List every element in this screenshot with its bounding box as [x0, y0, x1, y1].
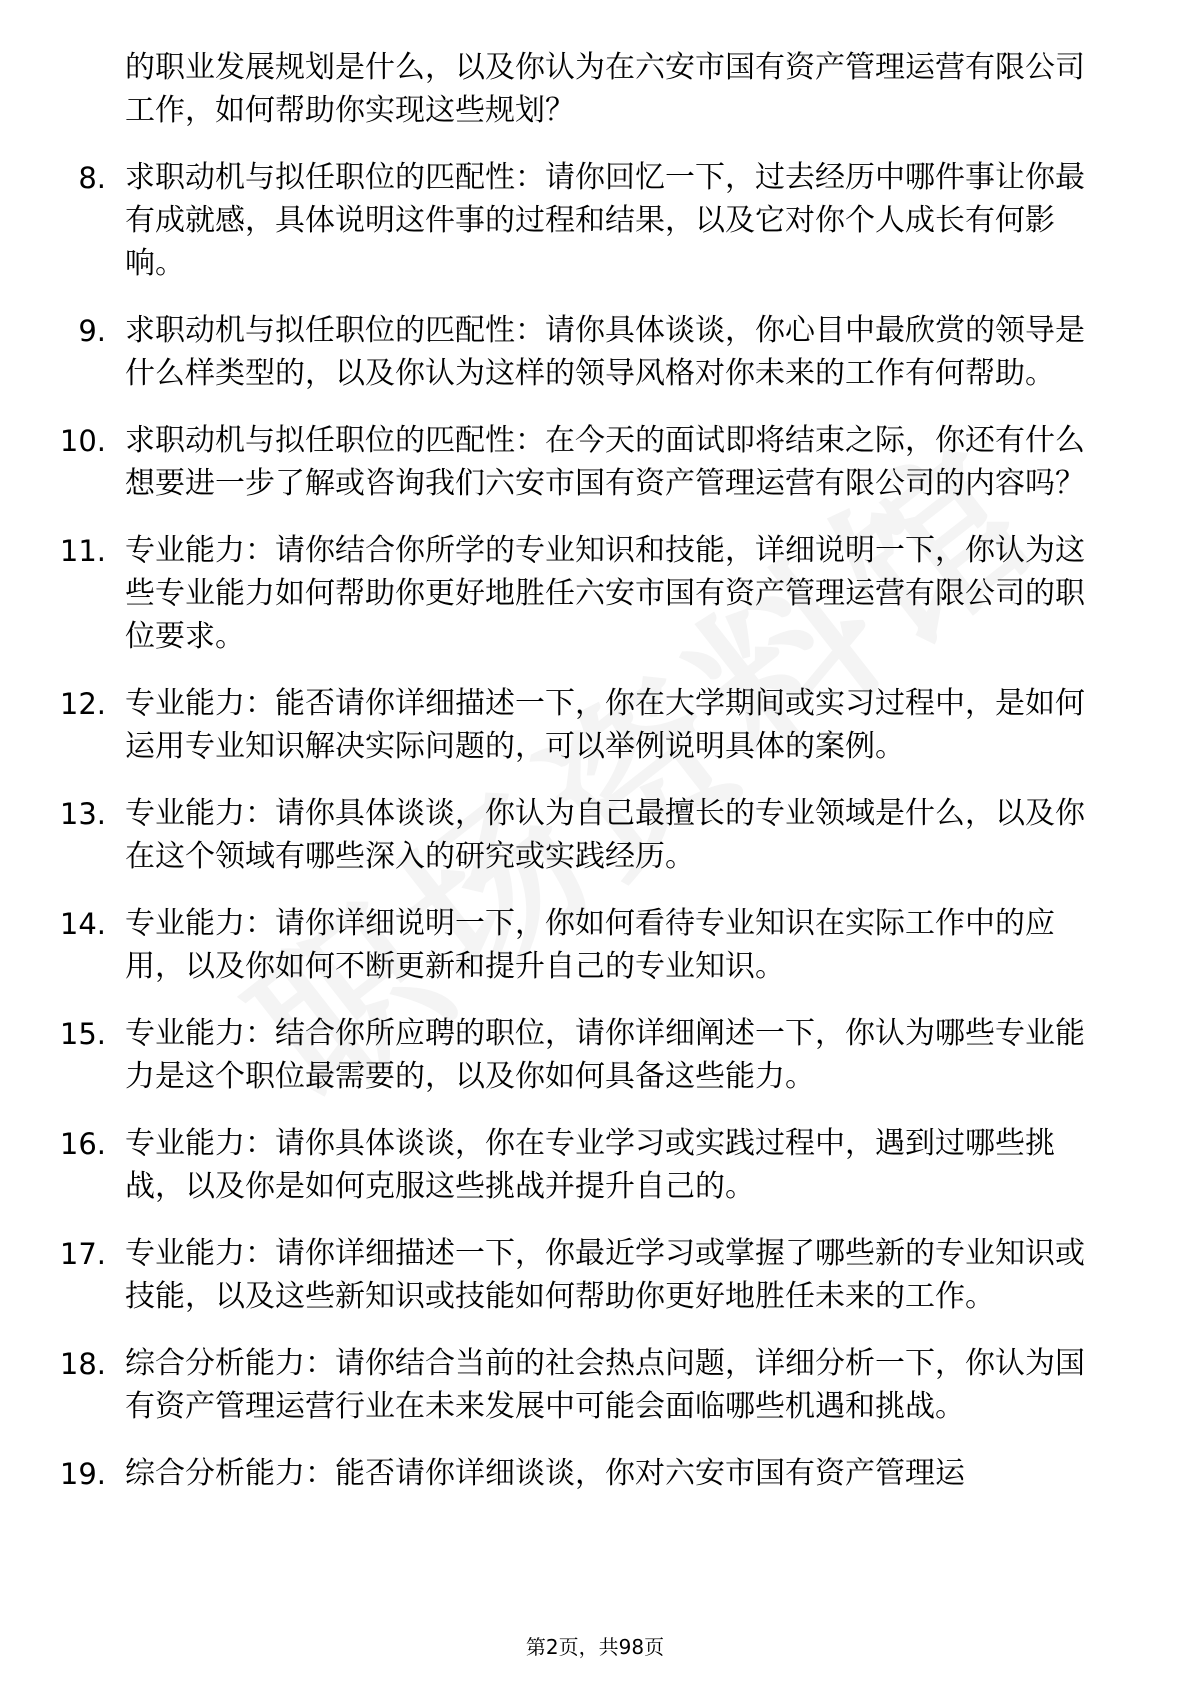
list-item: [0, 1452, 1190, 1495]
list-item: [0, 1012, 1190, 1098]
item-text: 专业能力：请你结合你所学的专业知识和技能，详细说明一下，你认为这些专业能力如何帮助你更好地胜任六安市国有资产管理运营有限公司的职位要求。: [125, 533, 1085, 654]
item-text: 求职动机与拟任职位的匹配性：请你回忆一下，过去经历中哪件事让你最有成就感，具体说明这件事的过程和结果，以及它对你个人成长有何影响。: [125, 160, 1085, 281]
item-number: 12.: [59, 687, 106, 721]
item-number: 16.: [59, 1127, 106, 1161]
item-text: 求职动机与拟任职位的匹配性：在今天的面试即将结束之际，你还有什么想要进一步了解或咨询我们六安市国有资产管理运营有限公司的内容吗？: [125, 423, 1085, 501]
list-item: [0, 419, 1190, 505]
item-text: 的职业发展规划是什么，以及你认为在六安市国有资产管理运营有限公司工作，如何帮助你实现这些规划？: [125, 50, 1085, 128]
list-item: [0, 529, 1190, 658]
page-footer: 第2页，共98页: [525, 1635, 665, 1659]
list-item: [0, 792, 1190, 878]
item-text: 求职动机与拟任职位的匹配性：请你具体谈谈，你心目中最欣赏的领导是什么样类型的，以及你认为这样的领导风格对你未来的工作有何帮助。: [125, 313, 1085, 391]
item-text: 综合分析能力：请你结合当前的社会热点问题，详细分析一下，你认为国有资产管理运营行业在未来发展中可能会面临哪些机遇和挑战。: [125, 1346, 1085, 1424]
item-number: 14.: [59, 907, 106, 941]
item-text: 专业能力：请你具体谈谈，你在专业学习或实践过程中，遇到过哪些挑战，以及你是如何克服这些挑战并提升自己的。: [125, 1126, 1055, 1204]
list-item: [0, 1122, 1190, 1208]
item-text: 专业能力：能否请你详细描述一下，你在大学期间或实习过程中，是如何运用专业知识解决实际问题的，可以举例说明具体的案例。: [125, 686, 1085, 764]
list-item: [0, 46, 1190, 132]
list-item: [0, 1342, 1190, 1428]
item-number: 10.: [59, 424, 106, 458]
list-item: [0, 156, 1190, 285]
item-text: 专业能力：请你具体谈谈，你认为自己最擅长的专业领域是什么，以及你在这个领域有哪些深入的研究或实践经历。: [125, 796, 1085, 874]
item-number: 15.: [59, 1017, 106, 1051]
item-number: 17.: [59, 1237, 106, 1271]
item-number: 19.: [59, 1457, 106, 1491]
item-text: 综合分析能力：能否请你详细谈谈，你对六安市国有资产管理运: [125, 1456, 965, 1491]
item-text: 专业能力：请你详细说明一下，你如何看待专业知识在实际工作中的应用，以及你如何不断更新和提升自己的专业知识。: [125, 906, 1055, 984]
item-number: 9.: [78, 314, 106, 348]
item-number: 13.: [59, 797, 106, 831]
list-item: [0, 309, 1190, 395]
item-text: 专业能力：结合你所应聘的职位，请你详细阐述一下，你认为哪些专业能力是这个职位最需要的，以及你如何具备这些能力。: [125, 1016, 1085, 1094]
item-number: 18.: [59, 1347, 106, 1381]
list-item: [0, 902, 1190, 988]
item-number: 8.: [78, 161, 106, 195]
item-number: 11.: [59, 534, 106, 568]
list-item: [0, 682, 1190, 768]
list-item: [0, 1232, 1190, 1318]
question-list: [0, 46, 1190, 1519]
item-text: 专业能力：请你详细描述一下，你最近学习或掌握了哪些新的专业知识或技能，以及这些新知识或技能如何帮助你更好地胜任未来的工作。: [125, 1236, 1085, 1314]
